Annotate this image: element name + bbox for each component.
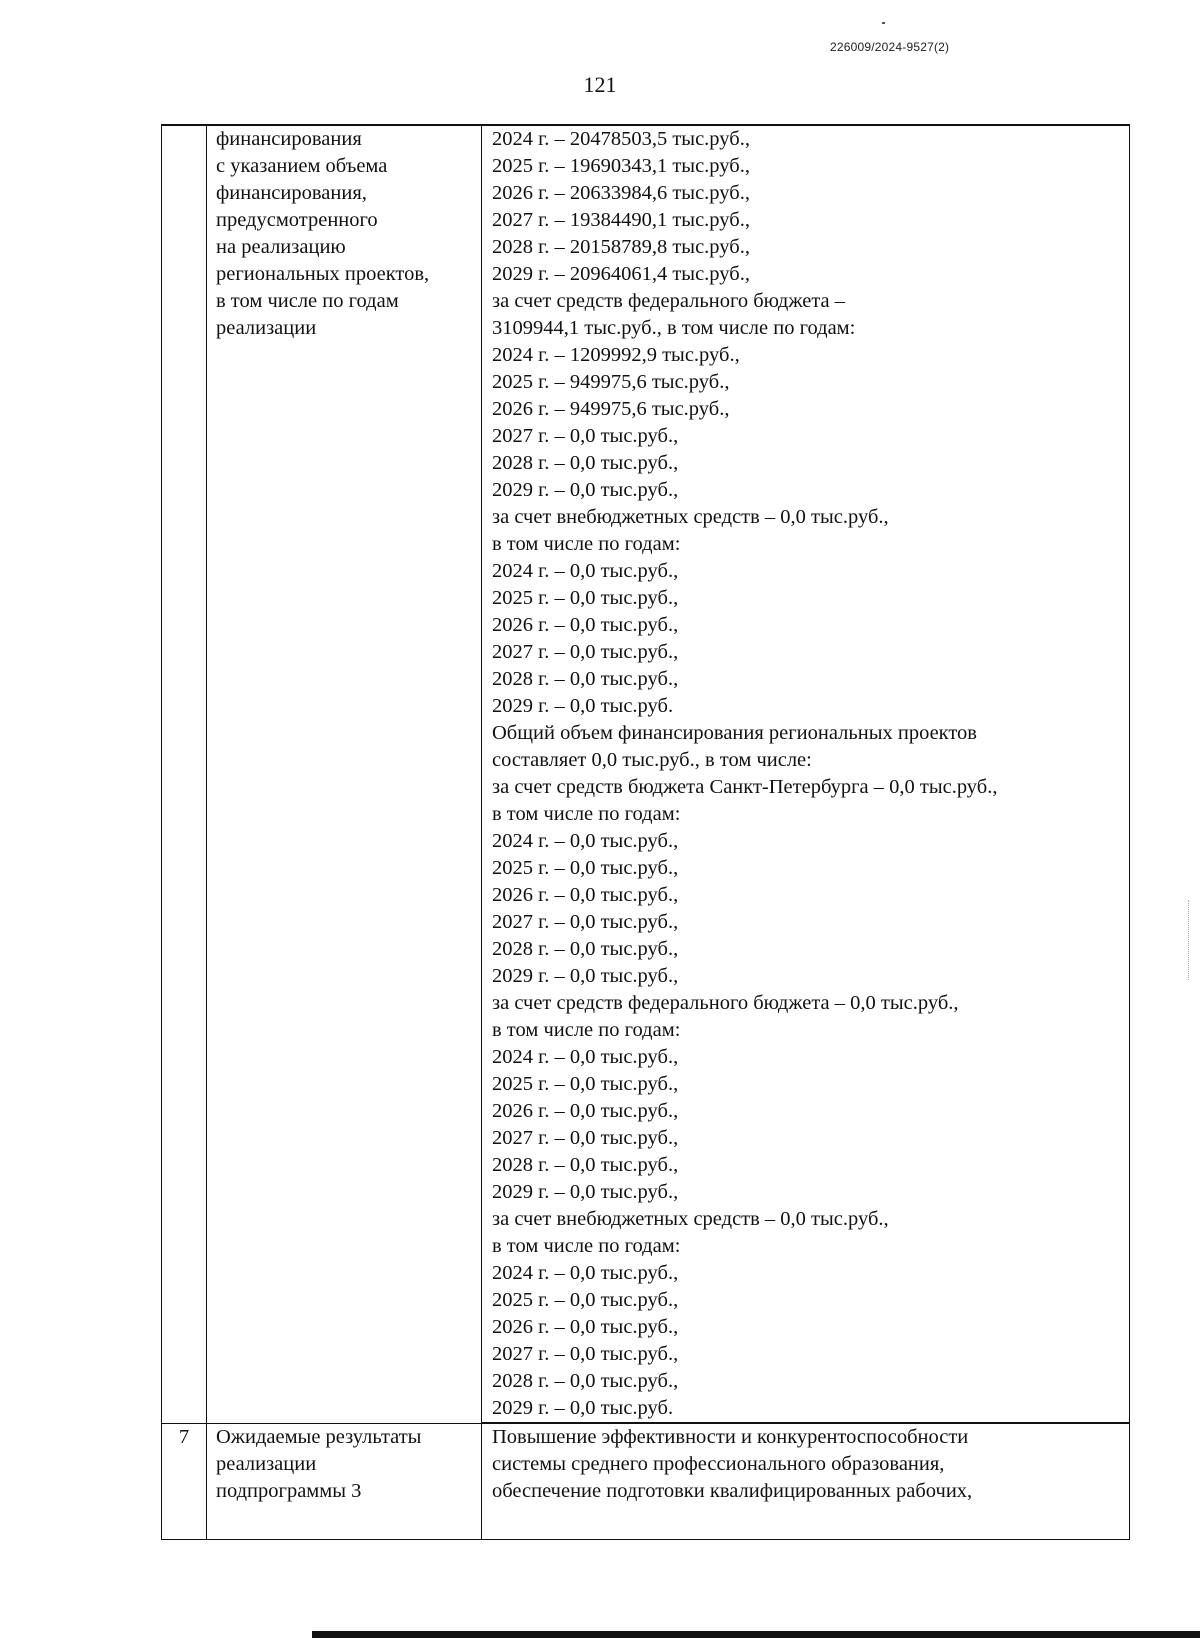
text-line: финансирования — [216, 128, 362, 150]
row-number-cell: 7 — [162, 1423, 207, 1539]
text-line: системы среднего профессионального образования, — [492, 1453, 945, 1475]
text-line: 3109944,1 тыс.руб., в том числе по годам: — [492, 317, 856, 339]
text-line: 2027 г. – 0,0 тыс.руб., — [492, 425, 679, 447]
text-line: реализации — [216, 1452, 317, 1475]
row-value-cell — [482, 125, 1130, 1423]
text-line: 2029 г. – 0,0 тыс.руб. — [492, 695, 674, 717]
table-row-financing-continued — [162, 125, 1130, 1423]
text-line: 2025 г. – 0,0 тыс.руб., — [492, 587, 679, 609]
text-line: 2026 г. – 0,0 тыс.руб., — [492, 614, 679, 636]
text-line: финансирования, — [216, 182, 367, 204]
text-line: за счет внебюджетных средств – 0,0 тыс.руб., — [492, 1208, 889, 1230]
text-line: 2025 г. – 949975,6 тыс.руб., — [492, 371, 730, 393]
text-line: в том числе по годам: — [492, 803, 681, 825]
text-line: обеспечение подготовки квалифицированных рабочих, — [492, 1480, 973, 1502]
text-line: составляет 0,0 тыс.руб., в том числе: — [492, 749, 812, 771]
text-line: 2024 г. – 1209992,9 тыс.руб., — [492, 344, 740, 366]
row-label-cell — [207, 1423, 482, 1539]
text-line: Повышение эффективности и конкурентоспособности — [492, 1426, 969, 1448]
table-row-expected-results — [162, 1423, 1130, 1539]
row-label-lines — [216, 126, 477, 342]
document-registration-number: 226009/2024-9527(2) — [830, 40, 950, 54]
text-line: 2029 г. – 0,0 тыс.руб., — [492, 479, 679, 501]
text-line: Ожидаемые результаты — [216, 1425, 422, 1448]
row-label-lines — [216, 1424, 477, 1505]
text-line: предусмотренного — [216, 209, 378, 231]
text-line: в том числе по годам — [216, 290, 399, 312]
text-line: 2026 г. – 0,0 тыс.руб., — [492, 1316, 679, 1338]
text-line: подпрограммы 3 — [216, 1479, 362, 1502]
text-line: 2028 г. – 0,0 тыс.руб., — [492, 452, 679, 474]
text-line: 2024 г. – 0,0 тыс.руб., — [492, 560, 679, 582]
text-line: 2025 г. – 0,0 тыс.руб., — [492, 1073, 679, 1095]
text-line: 2025 г. – 0,0 тыс.руб., — [492, 1289, 679, 1311]
text-line: 2026 г. – 949975,6 тыс.руб., — [492, 398, 730, 420]
text-line: 2024 г. – 20478503,5 тыс.руб., — [492, 128, 750, 150]
text-line: 2028 г. – 0,0 тыс.руб., — [492, 938, 679, 960]
text-line: 2029 г. – 0,0 тыс.руб. — [492, 1397, 674, 1419]
text-line: 2027 г. – 0,0 тыс.руб., — [492, 641, 679, 663]
scan-bottom-edge-bar — [312, 1631, 1200, 1638]
row-value-lines — [492, 126, 1123, 1422]
text-line: за счет средств бюджета Санкт-Петербурга – 0,0 тыс.руб., — [492, 776, 998, 798]
text-line: за счет средств федерального бюджета – — [492, 290, 846, 312]
text-line: 2027 г. – 0,0 тыс.руб., — [492, 1127, 679, 1149]
text-line: 2027 г. – 0,0 тыс.руб., — [492, 1343, 679, 1365]
text-line: Общий объем финансирования региональных проектов — [492, 722, 977, 744]
scan-artifact-dot — [882, 22, 885, 24]
text-line: на реализацию — [216, 236, 346, 258]
row-value-cell — [482, 1423, 1130, 1539]
text-line: региональных проектов, — [216, 263, 430, 285]
row-label-cell — [207, 125, 482, 1423]
text-line: 2029 г. – 0,0 тыс.руб., — [492, 1181, 679, 1203]
text-line: 2027 г. – 19384490,1 тыс.руб., — [492, 209, 750, 231]
text-line: в том числе по годам: — [492, 1019, 681, 1041]
text-line: 2029 г. – 0,0 тыс.руб., — [492, 965, 679, 987]
text-line: за счет средств федерального бюджета – 0,0 тыс.руб., — [492, 992, 959, 1014]
text-line: 2024 г. – 0,0 тыс.руб., — [492, 1262, 679, 1284]
text-line: 2025 г. – 0,0 тыс.руб., — [492, 857, 679, 879]
text-line: 2028 г. – 0,0 тыс.руб., — [492, 668, 679, 690]
text-line: реализации — [216, 317, 317, 339]
text-line: 2028 г. – 20158789,8 тыс.руб., — [492, 236, 750, 258]
text-line: 2026 г. – 20633984,6 тыс.руб., — [492, 182, 750, 204]
text-line: 2026 г. – 0,0 тыс.руб., — [492, 884, 679, 906]
text-line: 2026 г. – 0,0 тыс.руб., — [492, 1100, 679, 1122]
text-line: за счет внебюджетных средств – 0,0 тыс.руб., — [492, 506, 889, 528]
text-line: 2025 г. – 19690343,1 тыс.руб., — [492, 155, 750, 177]
program-passport-table — [161, 124, 1130, 1540]
text-line: в том числе по годам: — [492, 1235, 681, 1257]
text-line: 2024 г. – 0,0 тыс.руб., — [492, 830, 679, 852]
text-line: с указанием объема — [216, 155, 388, 177]
page-number: 121 — [583, 72, 617, 97]
text-line: в том числе по годам: — [492, 533, 681, 555]
text-line: 2024 г. – 0,0 тыс.руб., — [492, 1046, 679, 1068]
text-line: 2029 г. – 20964061,4 тыс.руб., — [492, 263, 750, 285]
text-line: 2028 г. – 0,0 тыс.руб., — [492, 1370, 679, 1392]
text-line: 2027 г. – 0,0 тыс.руб., — [492, 911, 679, 933]
text-line: 2028 г. – 0,0 тыс.руб., — [492, 1154, 679, 1176]
scan-edge-artifact — [1188, 900, 1190, 980]
row-value-lines — [492, 1424, 1123, 1505]
row-number-cell — [162, 125, 207, 1423]
